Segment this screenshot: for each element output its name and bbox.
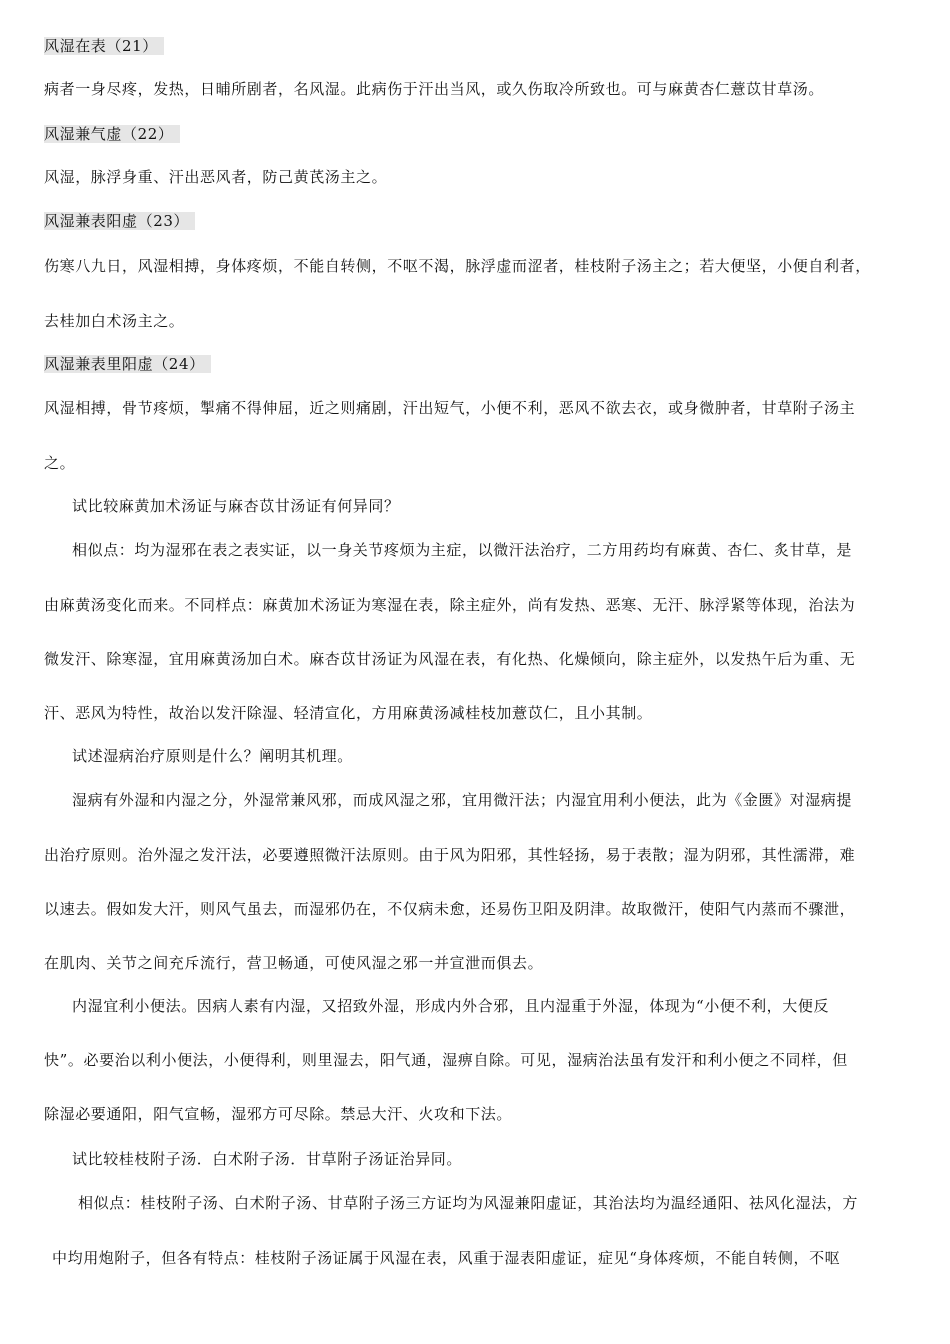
text-line: 相似点：均为湿邪在表之表实证，以一身关节疼烦为主症，以微汗法治疗，二方用药均有麻黄、杏仁、炙甘草，是 xyxy=(72,541,853,559)
text-line: 在肌肉、关节之间充斥流行，营卫畅通，可使风湿之邪一并宣泄而俱去。 xyxy=(44,954,544,972)
text-line: 出治疗原则。治外湿之发汗法，必要遵照微汗法原则。由于风为阳邪，其性轻扬，易于表散；湿为阴邪，其性濡滞，难 xyxy=(44,846,856,864)
text-line: 之。 xyxy=(44,454,76,472)
text-line: 伤寒八九日，风湿相搏，身体疼烦，不能自转侧，不呕不渴，脉浮虚而涩者，桂枝附子汤主之；若大便坚，小便自利者， xyxy=(44,257,871,275)
text-line: 内湿宜利小便法。因病人素有内湿，又招致外湿，形成内外合邪，且内湿重于外湿，体现为“小便不利，大便反 xyxy=(72,997,830,1015)
section-heading xyxy=(44,355,211,373)
text-line: 风湿，脉浮身重、汗出恶风者，防己黄芪汤主之。 xyxy=(44,168,388,186)
text-line: 去桂加白术汤主之。 xyxy=(44,312,185,330)
text-line: 汗、恶风为特性，故治以发汗除湿、轻清宣化，方用麻黄汤减桂枝加薏苡仁，且小其制。 xyxy=(44,704,653,722)
text-line: 中均用炮附子，但各有特点：桂枝附子汤证属于风湿在表，风重于湿表阳虚证，症见“身体疼烦，不能自转侧，不呕 xyxy=(52,1249,841,1267)
text-line: 风湿相搏，骨节疼烦，掣痛不得伸屈，近之则痛剧，汗出短气，小便不利，恶风不欲去衣，或身微肿者，甘草附子汤主 xyxy=(44,399,856,417)
text-line: 病者一身尽疼，发热，日晡所剧者，名风湿。此病伤于汗出当风，或久伤取冷所致也。可与麻黄杏仁薏苡甘草汤。 xyxy=(44,80,825,98)
text-line: 以速去。假如发大汗，则风气虽去，而湿邪仍在，不仅病未愈，还易伤卫阳及阴津。故取微汗，使阳气内蒸而不骤泄， xyxy=(44,900,856,918)
heading-highlight: 风湿兼表阳虚（23） xyxy=(44,212,195,230)
question-line: 试比较桂枝附子汤．白术附子汤．甘草附子汤证治异同。 xyxy=(72,1150,463,1168)
section-heading xyxy=(44,212,195,230)
section-heading xyxy=(44,125,180,143)
text-line: 相似点：桂枝附子汤、白术附子汤、甘草附子汤三方证均为风湿兼阳虚证，其治法均为温经通阳、祛风化湿法，方 xyxy=(78,1194,859,1212)
heading-highlight: 风湿在表（21） xyxy=(44,37,164,55)
text-line: 由麻黄汤变化而来。不同样点：麻黄加术汤证为寒湿在表，除主症外，尚有发热、恶寒、无汗、脉浮紧等体现，治法为 xyxy=(44,596,856,614)
text-line: 湿病有外湿和内湿之分，外湿常兼风邪，而成风湿之邪，宜用微汗法；内湿宜用利小便法，此为《金匮》对湿病提 xyxy=(72,791,853,809)
heading-highlight: 风湿兼表里阳虚（24） xyxy=(44,355,211,373)
text-line: 除湿必要通阳，阳气宣畅，湿邪方可尽除。禁忌大汗、火攻和下法。 xyxy=(44,1105,513,1123)
text-line: 快”。必要治以利小便法，小便得利，则里湿去，阳气通，湿痹自除。可见，湿病治法虽有发汗和利小便之不同样，但 xyxy=(44,1051,848,1069)
section-heading xyxy=(44,37,164,55)
text-line: 微发汗、除寒湿，宜用麻黄汤加白术。麻杏苡甘汤证为风湿在表，有化热、化燥倾向，除主症外，以发热午后为重、无 xyxy=(44,650,856,668)
question-line: 试述湿病治疗原则是什么？阐明其机理。 xyxy=(72,747,353,765)
heading-highlight: 风湿兼气虚（22） xyxy=(44,125,180,143)
question-line: 试比较麻黄加术汤证与麻杏苡甘汤证有何异同？ xyxy=(72,497,400,515)
